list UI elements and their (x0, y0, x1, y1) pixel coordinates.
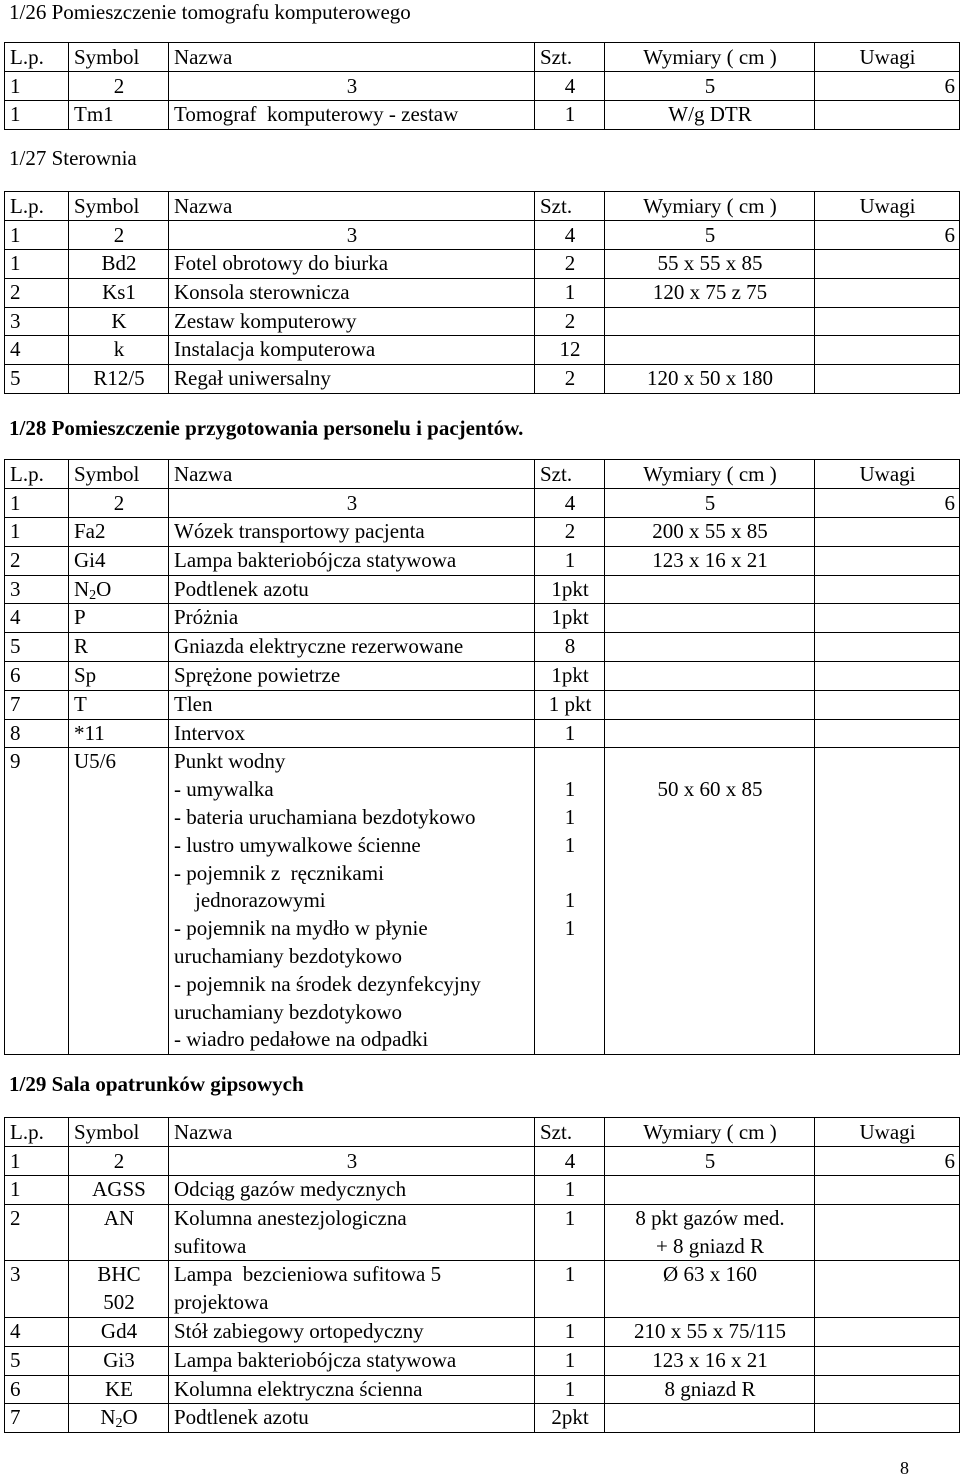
cell-uwagi (815, 336, 960, 365)
colnum-1: 1 (5, 1147, 69, 1176)
cell-uwagi (815, 1261, 960, 1318)
colnum-2: 2 (69, 221, 169, 250)
header-uwagi: Uwagi (815, 43, 960, 72)
header-symbol: Symbol (69, 43, 169, 72)
cell-nazwa: Zestaw komputerowy (169, 307, 535, 336)
cell-lp: 3 (5, 575, 69, 604)
colnum-1: 1 (5, 489, 69, 518)
cell-wymiary (605, 690, 815, 719)
cell-lp: 4 (5, 604, 69, 633)
cell-uwagi (815, 748, 960, 1055)
header-lp: L.p. (5, 43, 69, 72)
header-nazwa: Nazwa (169, 43, 535, 72)
cell-uwagi (815, 604, 960, 633)
cell-uwagi (815, 1176, 960, 1205)
cell-symbol: R12/5 (69, 365, 169, 394)
cell-lp: 2 (5, 1204, 69, 1261)
cell-symbol (69, 1404, 169, 1433)
cell-symbol: Sp (69, 661, 169, 690)
cell-wymiary: 120 x 50 x 180 (605, 365, 815, 394)
colnum-2: 2 (69, 489, 169, 518)
cell-wymiary: 8 gniazd R (605, 1375, 815, 1404)
cell-uwagi (815, 307, 960, 336)
cell-szt: 1 (535, 1317, 605, 1346)
cell-lp: 3 (5, 1261, 69, 1318)
table-row (5, 719, 960, 748)
cell-lp: 7 (5, 1404, 69, 1433)
cell-lp: 2 (5, 546, 69, 575)
table-row (5, 546, 960, 575)
cell-uwagi (815, 1317, 960, 1346)
header-uwagi: Uwagi (815, 192, 960, 221)
cell-szt: 1 (535, 101, 605, 130)
cell-szt: 2 (535, 307, 605, 336)
colnum-3: 3 (169, 72, 535, 101)
equipment-table-1-28 (4, 459, 960, 1055)
cell-szt: 1 (535, 1375, 605, 1404)
colnum-6: 6 (815, 221, 960, 250)
cell-symbol: Gi3 (69, 1346, 169, 1375)
symbol-tail: O (96, 576, 112, 601)
cell-nazwa: Fotel obrotowy do biurka (169, 250, 535, 279)
cell-nazwa: Instalacja komputerowa (169, 336, 535, 365)
header-szt: Szt. (535, 460, 605, 489)
table-row (5, 748, 960, 1055)
header-wymiary: Wymiary ( cm ) (605, 1118, 815, 1147)
table-header-row (5, 460, 960, 489)
cell-wymiary (605, 307, 815, 336)
cell-symbol: Bd2 (69, 250, 169, 279)
cell-wymiary: Ø 63 x 160 (605, 1261, 815, 1318)
cell-symbol: K (69, 307, 169, 336)
cell-nazwa: Lampa bakteriobójcza statywowa (169, 546, 535, 575)
cell-lp: 6 (5, 661, 69, 690)
cell-szt: 1 (535, 546, 605, 575)
cell-uwagi (815, 719, 960, 748)
colnum-2: 2 (69, 1147, 169, 1176)
cell-symbol: T (69, 690, 169, 719)
cell-nazwa: Podtlenek azotu (169, 575, 535, 604)
colnum-4: 4 (535, 489, 605, 518)
cell-symbol (69, 575, 169, 604)
cell-wymiary (605, 575, 815, 604)
cell-lp: 1 (5, 250, 69, 279)
header-wymiary: Wymiary ( cm ) (605, 43, 815, 72)
table-header-row (5, 43, 960, 72)
cell-szt: 1 (535, 719, 605, 748)
cell-wymiary (605, 661, 815, 690)
cell-wymiary: 55 x 55 x 85 (605, 250, 815, 279)
cell-szt: 2 (535, 518, 605, 547)
cell-nazwa: Punkt wodny - umywalka - bateria uruchamiana bezdotykowo - lustro umywalkowe ścienne - pojemnik z ręcznikami jednorazowymi - pojemnik na mydło w płynie uruchamiany bezdotykowo - pojemnik na środek dezynfekcyjny uruchamiany bezdotykowo - wiadro pedałowe na odpadki (169, 748, 535, 1055)
cell-nazwa: Tlen (169, 690, 535, 719)
table-row (5, 661, 960, 690)
table-row (5, 1204, 960, 1261)
header-szt: Szt. (535, 192, 605, 221)
cell-szt: 1pkt (535, 661, 605, 690)
table-row (5, 1404, 960, 1433)
table-row (5, 575, 960, 604)
cell-symbol: P (69, 604, 169, 633)
cell-symbol: R (69, 633, 169, 662)
colnum-6: 6 (815, 1147, 960, 1176)
cell-szt: 1 (535, 1346, 605, 1375)
cell-szt: 2 (535, 365, 605, 394)
cell-lp: 6 (5, 1375, 69, 1404)
cell-symbol: Fa2 (69, 518, 169, 547)
cell-nazwa: Lampa bezcieniowa sufitowa 5 projektowa (169, 1261, 535, 1318)
cell-uwagi (815, 365, 960, 394)
cell-uwagi (815, 250, 960, 279)
cell-uwagi (815, 518, 960, 547)
table-row (5, 101, 960, 130)
cell-symbol: AGSS (69, 1176, 169, 1205)
equipment-table-1-29 (4, 1117, 960, 1433)
section-title-1-26: 1/26 Pomieszczenie tomografu komputerowego (9, 0, 411, 24)
table-row (5, 1176, 960, 1205)
table-row (5, 278, 960, 307)
header-lp: L.p. (5, 1118, 69, 1147)
cell-lp: 3 (5, 307, 69, 336)
cell-lp: 1 (5, 101, 69, 130)
cell-lp: 1 (5, 1176, 69, 1205)
symbol-tail: O (122, 1405, 138, 1430)
cell-symbol: Tm1 (69, 101, 169, 130)
cell-lp: 5 (5, 633, 69, 662)
cell-nazwa: Podtlenek azotu (169, 1404, 535, 1433)
cell-symbol: U5/6 (69, 748, 169, 1055)
page-number: 8 (900, 1458, 909, 1478)
colnum-6: 6 (815, 72, 960, 101)
symbol-subscript: 2 (89, 587, 97, 603)
colnum-6: 6 (815, 489, 960, 518)
cell-szt: 1 (535, 278, 605, 307)
colnum-1: 1 (5, 221, 69, 250)
colnum-4: 4 (535, 1147, 605, 1176)
header-lp: L.p. (5, 192, 69, 221)
cell-symbol: Gd4 (69, 1317, 169, 1346)
cell-symbol: *11 (69, 719, 169, 748)
cell-lp: 4 (5, 336, 69, 365)
cell-szt: 1pkt (535, 604, 605, 633)
header-nazwa: Nazwa (169, 192, 535, 221)
cell-nazwa: Gniazda elektryczne rezerwowane (169, 633, 535, 662)
colnum-3: 3 (169, 489, 535, 518)
table-header-row (5, 192, 960, 221)
header-lp: L.p. (5, 460, 69, 489)
table-header-row (5, 1118, 960, 1147)
cell-uwagi (815, 661, 960, 690)
cell-uwagi (815, 633, 960, 662)
colnum-5: 5 (605, 221, 815, 250)
cell-lp: 5 (5, 1346, 69, 1375)
table-row (5, 518, 960, 547)
section-title-1-29: 1/29 Sala opatrunków gipsowych (9, 1072, 304, 1096)
cell-wymiary: 120 x 75 z 75 (605, 278, 815, 307)
colnum-1: 1 (5, 72, 69, 101)
cell-uwagi (815, 1204, 960, 1261)
cell-szt: 2pkt (535, 1404, 605, 1433)
cell-wymiary (605, 633, 815, 662)
colnum-3: 3 (169, 1147, 535, 1176)
colnum-3: 3 (169, 221, 535, 250)
cell-symbol: KE (69, 1375, 169, 1404)
header-wymiary: Wymiary ( cm ) (605, 460, 815, 489)
cell-szt: 1 (535, 1261, 605, 1318)
cell-uwagi (815, 1346, 960, 1375)
symbol-subscript: 2 (115, 1416, 123, 1432)
colnum-4: 4 (535, 72, 605, 101)
cell-uwagi (815, 575, 960, 604)
symbol-main: N (100, 1405, 116, 1430)
header-symbol: Symbol (69, 460, 169, 489)
cell-symbol: BHC 502 (69, 1261, 169, 1318)
cell-uwagi (815, 101, 960, 130)
header-nazwa: Nazwa (169, 1118, 535, 1147)
cell-szt: 1 (535, 1204, 605, 1261)
header-szt: Szt. (535, 1118, 605, 1147)
header-wymiary: Wymiary ( cm ) (605, 192, 815, 221)
header-nazwa: Nazwa (169, 460, 535, 489)
cell-lp: 5 (5, 365, 69, 394)
cell-wymiary: 50 x 60 x 85 (605, 748, 815, 1055)
header-szt: Szt. (535, 43, 605, 72)
colnum-4: 4 (535, 221, 605, 250)
cell-szt: 1 pkt (535, 690, 605, 719)
cell-lp: 1 (5, 518, 69, 547)
cell-symbol: Gi4 (69, 546, 169, 575)
cell-szt: 1 1 1 1 1 (535, 748, 605, 1055)
cell-szt: 8 (535, 633, 605, 662)
cell-lp: 9 (5, 748, 69, 1055)
column-number-row (5, 489, 960, 518)
cell-nazwa: Lampa bakteriobójcza statywowa (169, 1346, 535, 1375)
cell-uwagi (815, 546, 960, 575)
cell-wymiary (605, 604, 815, 633)
cell-wymiary (605, 336, 815, 365)
cell-nazwa: Tomograf komputerowy - zestaw (169, 101, 535, 130)
table-row (5, 1317, 960, 1346)
cell-lp: 8 (5, 719, 69, 748)
column-number-row (5, 1147, 960, 1176)
symbol-main: N (74, 576, 90, 601)
cell-nazwa: Stół zabiegowy ortopedyczny (169, 1317, 535, 1346)
section-title-1-27: 1/27 Sterownia (9, 146, 137, 170)
colnum-5: 5 (605, 72, 815, 101)
equipment-table-1-26 (4, 42, 960, 130)
cell-uwagi (815, 278, 960, 307)
cell-symbol: k (69, 336, 169, 365)
table-row (5, 690, 960, 719)
cell-uwagi (815, 1404, 960, 1433)
table-row (5, 1346, 960, 1375)
column-number-row (5, 72, 960, 101)
cell-nazwa: Kolumna anestezjologiczna sufitowa (169, 1204, 535, 1261)
cell-uwagi (815, 1375, 960, 1404)
column-number-row (5, 221, 960, 250)
cell-wymiary (605, 719, 815, 748)
cell-wymiary: 123 x 16 x 21 (605, 546, 815, 575)
cell-lp: 4 (5, 1317, 69, 1346)
header-uwagi: Uwagi (815, 460, 960, 489)
header-uwagi: Uwagi (815, 1118, 960, 1147)
cell-szt: 12 (535, 336, 605, 365)
cell-wymiary: 123 x 16 x 21 (605, 1346, 815, 1375)
cell-lp: 7 (5, 690, 69, 719)
table-row (5, 250, 960, 279)
cell-lp: 2 (5, 278, 69, 307)
cell-wymiary: 200 x 55 x 85 (605, 518, 815, 547)
cell-wymiary: 8 pkt gazów med. + 8 gniazd R (605, 1204, 815, 1261)
table-row (5, 633, 960, 662)
table-row (5, 336, 960, 365)
cell-szt: 1 (535, 1176, 605, 1205)
cell-nazwa: Kolumna elektryczna ścienna (169, 1375, 535, 1404)
colnum-5: 5 (605, 1147, 815, 1176)
section-title-1-28: 1/28 Pomieszczenie przygotowania personelu i pacjentów. (9, 416, 524, 440)
equipment-table-1-27 (4, 191, 960, 394)
header-symbol: Symbol (69, 1118, 169, 1147)
cell-nazwa: Odciąg gazów medycznych (169, 1176, 535, 1205)
cell-nazwa: Regał uniwersalny (169, 365, 535, 394)
cell-uwagi (815, 690, 960, 719)
table-row (5, 604, 960, 633)
colnum-2: 2 (69, 72, 169, 101)
cell-nazwa: Próżnia (169, 604, 535, 633)
cell-nazwa: Konsola sterownicza (169, 278, 535, 307)
colnum-5: 5 (605, 489, 815, 518)
cell-nazwa: Sprężone powietrze (169, 661, 535, 690)
table-row (5, 1261, 960, 1318)
table-row (5, 1375, 960, 1404)
cell-nazwa: Intervox (169, 719, 535, 748)
cell-wymiary (605, 1176, 815, 1205)
cell-wymiary: 210 x 55 x 75/115 (605, 1317, 815, 1346)
table-row (5, 307, 960, 336)
cell-symbol: Ks1 (69, 278, 169, 307)
cell-wymiary (605, 1404, 815, 1433)
table-row (5, 365, 960, 394)
cell-wymiary: W/g DTR (605, 101, 815, 130)
cell-symbol: AN (69, 1204, 169, 1261)
cell-szt: 2 (535, 250, 605, 279)
cell-szt: 1pkt (535, 575, 605, 604)
cell-nazwa: Wózek transportowy pacjenta (169, 518, 535, 547)
header-symbol: Symbol (69, 192, 169, 221)
